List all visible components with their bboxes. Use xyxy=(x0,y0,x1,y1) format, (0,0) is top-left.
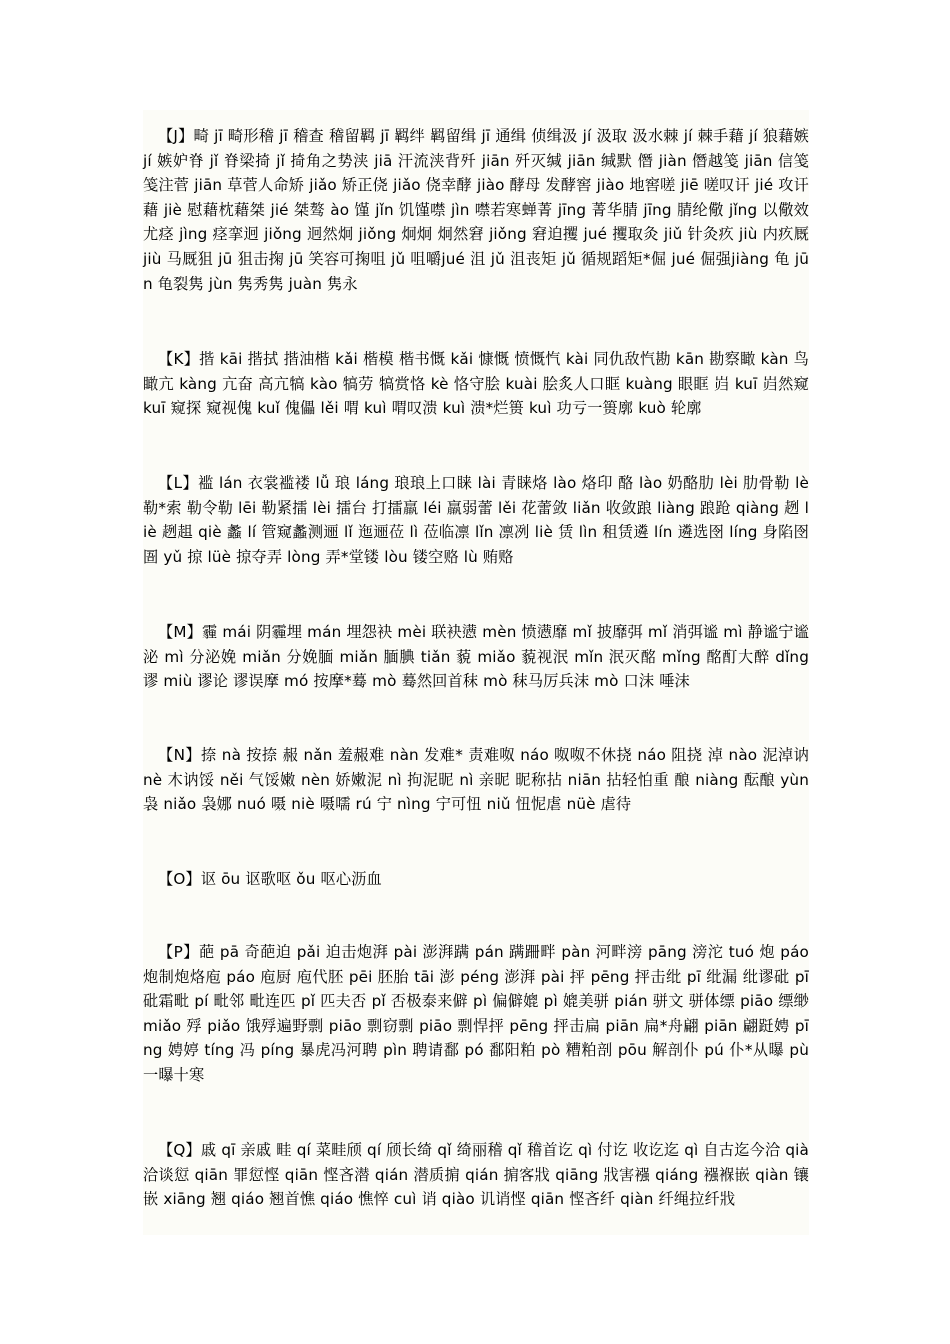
section-k xyxy=(143,347,809,421)
section-o-text: 【O】讴 ōu 讴歌呕 ǒu 呕心沥血 xyxy=(158,870,382,888)
section-j-text: 【J】畸 jī 畸形稽 jī 稽查 稽留羁 jī 羁绊 羁留缉 jī 通缉 侦缉汲 jí 汲取 汲水棘 jí 棘手藉 jí 狼藉嫉 jí 嫉妒脊 jǐ 脊梁掎 jǐ 掎角之势浃 jiā 汗流浃背歼 jiān 歼灭缄 jiān 缄默 僭 jiàn 僭越笺 jiān 信笺 笺注菅 jiān 草菅人命矫 jiǎo 矫正侥 jiǎo 侥幸酵 jiào 酵母 发酵窖 jiào 地窖嗟 jiē 嗟叹讦 jié 攻讦藉 jiè 慰藉枕藉桀 jié 桀骜 ào 馑 jǐn 饥馑噤 jìn 噤若寒蝉菁 jīng 菁华腈 jīng 腈纶儆 jǐng 以儆效尤痉 jìng 痉挛迥 jiǒng 迥然炯 jiǒng 炯炯 炯然窘 jiǒng 窘迫攫 jué 攫取灸 jiǔ 针灸疚 jiù 内疚厩 jiù 马厩狙 jū 狙击掬 jū 笑容可掬咀 jǔ 咀嚼jué 沮 jǔ 沮丧矩 jǔ 循规蹈矩*倔 jué 倔强jiàng 龟 jūn 龟裂隽 jùn 隽秀隽 juàn 隽永 xyxy=(143,127,809,293)
section-p-text: 【P】葩 pā 奇葩迫 pǎi 迫击炮湃 pài 澎湃蹒 pán 蹒跚畔 pàn 河畔滂 pāng 滂沱 tuó 炮 páo 炮制炮烙庖 páo 庖厨 庖代胚 pēi 胚胎 tāi 澎 péng 澎湃 pài 抨 pēng 抨击纰 pī 纰漏 纰谬砒 pī 砒霜毗 pí 毗邻 毗连匹 pǐ 匹夫否 pǐ 否极泰来僻 pì 偏僻媲 pì 媲美骈 pián 骈文 骈体缥 piāo 缥缈 miǎo 殍 piǎo 饿殍遍野剽 piāo 剽窃剽 piāo 剽悍抨 pēng 抨击扁 piān 扁*舟翩 piān 翩跹娉 pīng 娉婷 tíng 冯 píng 暴虎冯河聘 pìn 聘请鄱 pó 鄱阳粕 pò 糟粕剖 pōu 解剖仆 pú 仆*从曝 pù 一曝十寒 xyxy=(143,943,810,1084)
section-q xyxy=(143,1138,809,1212)
section-q-text: 【Q】戚 qī 亲戚 畦 qí 菜畦颀 qí 颀长绮 qǐ 绮丽稽 qǐ 稽首讫 qì 付讫 收讫迄 qì 自古迄今洽 qià 洽谈愆 qiān 罪愆悭 qiān 悭吝潜 qián 潜质掮 qián 掮客戕 qiāng 戕害襁 qiáng 襁褓嵌 qiàn 镶嵌 xiāng 翘 qiáo 翘首憔 qiáo 憔悴 cuì 诮 qiào 讥诮悭 qiān 悭吝纤 qiàn 纤绳拉纤戕 xyxy=(143,1141,809,1209)
section-m xyxy=(143,620,809,694)
section-m-text: 【M】霾 mái 阴霾埋 mán 埋怨袂 mèi 联袂懑 mèn 愤懑靡 mǐ 披靡弭 mǐ 消弭谧 mì 静谧宁谧泌 mì 分泌娩 miǎn 分娩腼 miǎn 腼腆 tiǎn 藐 miǎo 藐视泯 mǐn 泯灭酩 mǐng 酩酊大醉 dǐng 谬 miù 谬论 谬误摩 mó 按摩*蓦 mò 蓦然回首秣 mò 秣马厉兵沫 mò 口沫 唾沫 xyxy=(143,623,809,691)
section-l-text: 【L】褴 lán 衣裳褴褛 lǚ 琅 láng 琅琅上口睐 lài 青睐烙 lào 烙印 酪 lào 奶酪肋 lèi 肋骨勒 lè 勒*索 勒令勒 lēi 勒紧擂 lèi 擂台 打擂羸 léi 羸弱蕾 lěi 花蕾敛 liǎn 收敛踉 liàng 踉跄 qiàng 趔 liè 趔趄 qiè 蠡 lí 管窥蠡测逦 lǐ 迤逦莅 lì 莅临凛 lǐn 凛冽 liè 赁 lìn 租赁遴 lín 遴选囹 líng 身陷囹圄 yǔ 掠 lüè 掠夺弄 lòng 弄*堂镂 lòu 镂空赂 lù 贿赂 xyxy=(143,474,809,566)
section-k-text: 【K】揩 kāi 揩拭 揩油楷 kǎi 楷模 楷书慨 kǎi 慷慨 愤慨忾 kài 同仇敌忾勘 kān 勘察瞰 kàn 鸟瞰亢 kàng 亢奋 高亢犒 kào 犒劳 犒赏恪 kè 恪守脍 kuài 脍炙人口眶 kuàng 眼眶 岿 kuī 岿然窥 kuī 窥探 窥视傀 kuǐ 傀儡 lěi 喟 kuì 喟叹溃 kuì 溃*烂篑 kuì 功亏一篑廓 kuò 轮廓 xyxy=(143,350,809,418)
section-l xyxy=(143,471,809,569)
section-o xyxy=(143,867,809,892)
section-n-text: 【N】捺 nà 按捺 赧 nǎn 羞赧难 nàn 发难* 责难呶 náo 呶呶不休挠 náo 阻挠 淖 nào 泥淖讷 nè 木讷馁 něi 气馁嫩 nèn 娇嫩泥 nì 拘泥昵 nì 亲昵 昵称拈 niān 拈轻怕重 酿 niàng 酝酿 yùn 袅 niǎo 袅娜 nuó 嗫 niè 嗫嚅 rú 宁 nìng 宁可忸 niǔ 忸怩虐 nüè 虐待 xyxy=(143,746,809,814)
section-j xyxy=(143,124,809,296)
section-n xyxy=(143,743,809,817)
section-p xyxy=(143,940,809,1088)
